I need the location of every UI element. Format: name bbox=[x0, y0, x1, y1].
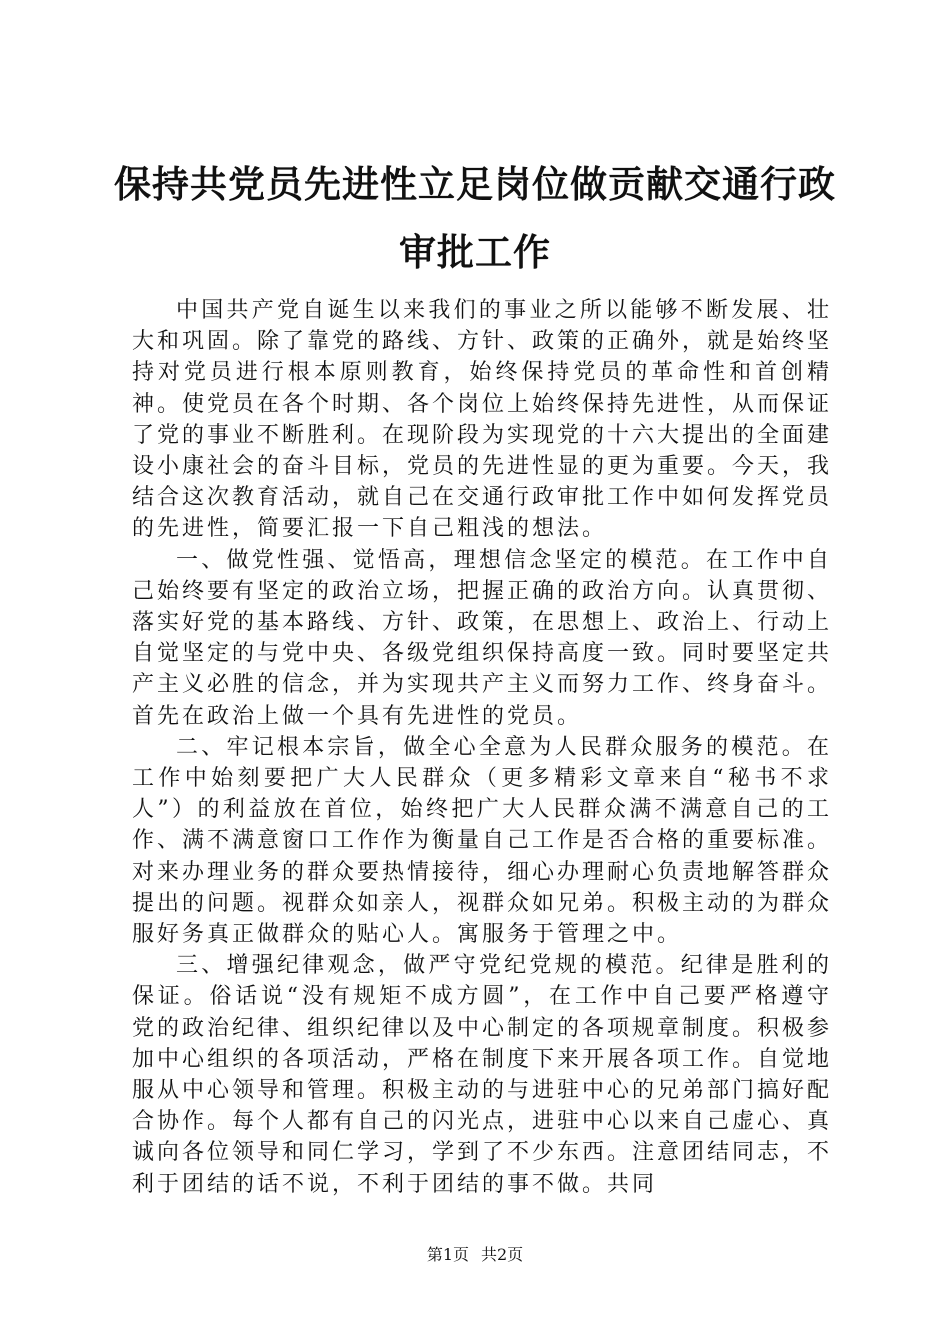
document-title: 保持共党员先进性立足岗位做贡献交通行政审批工作 bbox=[114, 162, 836, 274]
page-total: 共2页 bbox=[481, 1245, 524, 1264]
page-number: 第1页 bbox=[426, 1245, 469, 1264]
document-body bbox=[132, 295, 832, 1200]
paragraph-intro: 中国共产党自诞生以来我们的事业之所以能够不断发展、壮大和巩固。除了靠党的路线、方针、政策的正确外，就是始终坚持对党员进行根本原则教育，始终保持党员的革命性和首创精神。使党员在各个时期、各个岗位上始终保持先进性，从而保证了党的事业不断胜利。在现阶段为实现党的十六大提出的全面建设小康社会的奋斗目标，党员的先进性显的更为重要。今天，我结合这次教育活动，就自己在交通行政审批工作中如何发挥党员的先进性，简要汇报一下自己粗浅的想法。 bbox=[132, 298, 833, 542]
paragraph-point-one: 一、做党性强、觉悟高，理想信念坚定的模范。在工作中自己始终要有坚定的政治立场，把握正确的政治方向。认真贯彻、落实好党的基本路线、方针、政策，在思想上、政治上、行动上自觉坚定的与党中央、各级党组织保持高度一致。同时要坚定共产主义必胜的信念，并为实现共产主义而努力工作、终身奋斗。首先在政治上做一个具有先进性的党员。 bbox=[132, 547, 833, 729]
page-footer bbox=[0, 1245, 950, 1265]
paragraph-point-three: 三、增强纪律观念，做严守党纪党规的模范。纪律是胜利的保证。俗话说“没有规矩不成方圆”，在工作中自己要严格遵守党的政治纪律、组织纪律以及中心制定的各项规章制度。积极参加中心组织的各项活动，严格在制度下来开展各项工作。自觉地服从中心领导和管理。积极主动的与进驻中心的兄弟部门搞好配合协作。每个人都有自己的闪光点，进驻中心以来自己虚心、真诚向各位领导和同仁学习，学到了不少东西。注意团结同志，不利于团结的话不说，不利于团结的事不做。共同 bbox=[132, 953, 833, 1197]
paragraph-point-two: 二、牢记根本宗旨，做全心全意为人民群众服务的模范。在工作中始刻要把广大人民群众（更多精彩文章来自“秘书不求人”）的利益放在首位，始终把广大人民群众满不满意自己的工作、满不满意窗口工作作为衡量自己工作是否合格的重要标准。对来办理业务的群众要热情接待，细心办理耐心负责地解答群众提出的问题。视群众如亲人，视群众如兄弟。积极主动的为群众服好务真正做群众的贴心人。寓服务于管理之中。 bbox=[132, 734, 833, 948]
